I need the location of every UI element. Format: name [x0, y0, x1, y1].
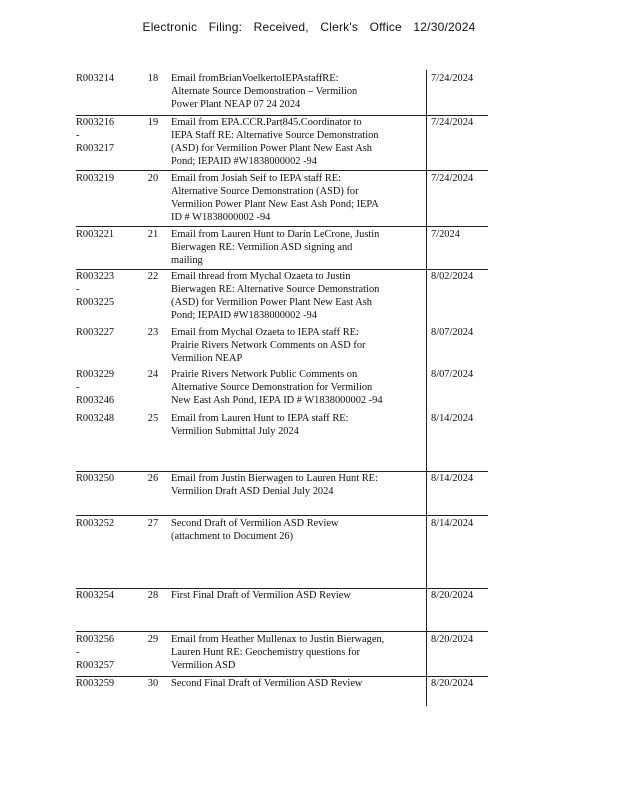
bates-range	[76, 472, 138, 485]
bates-number: R003257	[76, 660, 115, 671]
description-line: IEPA Staff RE: Alternative Source Demonstration	[171, 130, 379, 141]
description-line: Bierwagen RE: Alternative Source Demonstration	[171, 284, 380, 295]
document-description	[171, 172, 407, 224]
document-date: 8/20/2024	[431, 590, 474, 601]
document-date: 7/24/2024	[431, 117, 474, 128]
description-line: Pond; IEPAID #W1838000002 -94	[171, 310, 317, 321]
document-date: 7/24/2024	[431, 173, 474, 184]
description-line: Email from Justin Bierwagen to Lauren Hunt RE:	[171, 473, 378, 484]
description-line: Email from Josiah Seif to IEPA staff RE:	[171, 173, 341, 184]
bates-number: R003217	[76, 143, 115, 154]
description-line: Second Draft of Vermilion ASD Review	[171, 518, 339, 529]
document-number: 21	[147, 229, 159, 240]
document-date: 8/14/2024	[431, 518, 474, 529]
document-date: 8/20/2024	[431, 634, 474, 645]
bates-range	[76, 326, 138, 339]
document-number: 25	[147, 413, 159, 424]
document-date: 7/24/2024	[431, 73, 474, 84]
bates-range	[76, 116, 138, 155]
document-description	[171, 326, 407, 365]
bates-number: R003254	[76, 590, 115, 601]
description-line: Bierwagen RE: Vermilion ASD signing and	[171, 242, 353, 253]
bates-number: R003252	[76, 518, 115, 529]
description-line: Email fromBrianVoelkertoIEPAstaffRE:	[171, 73, 339, 84]
bates-number: R003250	[76, 473, 115, 484]
document-number: 28	[147, 590, 159, 601]
bates-number: R003214	[76, 73, 115, 84]
bates-number: -	[76, 284, 80, 295]
description-line: Email from Heather Mullenax to Justin Bierwagen,	[171, 634, 385, 645]
description-line: Pond; IEPAID #W1838000002 -94	[171, 156, 317, 167]
description-line: Email from EPA.CCR.Part845.Coordinator to	[171, 117, 362, 128]
bates-number: R003223	[76, 271, 115, 282]
description-line: (ASD) for Vermilion Power Plant New East Ash	[171, 143, 372, 154]
document-number: 30	[147, 678, 159, 689]
bates-range	[76, 72, 138, 85]
document-date: 7/2024	[431, 229, 460, 240]
document-number: 29	[147, 634, 159, 645]
document-date: 8/02/2024	[431, 271, 474, 282]
document-description	[171, 270, 407, 322]
description-line: (ASD) for Vermilion Power Plant New East Ash	[171, 297, 372, 308]
description-line: New East Ash Pond, IEPA ID # W1838000002 -94	[171, 395, 383, 406]
bates-range	[76, 633, 138, 672]
document-description	[171, 228, 407, 267]
bates-range	[76, 172, 138, 185]
document-description	[171, 589, 407, 602]
bates-range	[76, 677, 138, 690]
bates-range	[76, 368, 138, 407]
bates-range	[76, 270, 138, 309]
description-line: Vermilion Submittal July 2024	[171, 426, 299, 437]
document-date: 8/14/2024	[431, 473, 474, 484]
bates-number: -	[76, 382, 80, 393]
bates-number: -	[76, 130, 80, 141]
document-number: 23	[147, 327, 159, 338]
description-line: Second Final Draft of Vermilion ASD Review	[171, 678, 363, 689]
description-line: Email from Lauren Hunt to IEPA staff RE:	[171, 413, 349, 424]
document-number: 26	[147, 473, 159, 484]
bates-range	[76, 228, 138, 241]
document-number: 22	[147, 271, 159, 282]
bates-number: R003229	[76, 369, 115, 380]
description-line: ID # W1838000002 -94	[171, 212, 271, 223]
document-number: 18	[147, 73, 159, 84]
document-number: 20	[147, 173, 159, 184]
description-line: (attachment to Document 26)	[171, 531, 294, 542]
document-date: 8/07/2024	[431, 327, 474, 338]
description-line: Alternative Source Demonstration (ASD) for	[171, 186, 359, 197]
description-line: Prairie Rivers Network Comments on ASD for	[171, 340, 366, 351]
bates-number: -	[76, 647, 80, 658]
bates-number: R003219	[76, 173, 115, 184]
description-line: Email thread from Mychal Ozaeta to Justin	[171, 271, 351, 282]
description-line: Vermilion Power Plant New East Ash Pond; IEPA	[171, 199, 379, 210]
description-line: Vermilion Draft ASD Denial July 2024	[171, 486, 334, 497]
document-number: 24	[147, 369, 159, 380]
bates-range	[76, 517, 138, 530]
document-description	[171, 472, 407, 498]
bates-number: R003221	[76, 229, 115, 240]
document-date: 8/07/2024	[431, 369, 474, 380]
document-description	[171, 368, 407, 407]
description-line: Vermilion ASD	[171, 660, 236, 671]
document-description	[171, 677, 407, 690]
filing-header: Electronic Filing: Received, Clerk's Office 12/30/2024	[142, 20, 476, 34]
description-line: mailing	[171, 255, 203, 266]
bates-number: R003216	[76, 117, 115, 128]
description-line: Power Plant NEAP 07 24 2024	[171, 99, 301, 110]
description-line: Email from Mychal Ozaeta to IEPA staff RE:	[171, 327, 359, 338]
description-line: Lauren Hunt RE: Geochemistry questions for	[171, 647, 361, 658]
document-description	[171, 412, 407, 438]
description-line: Alternate Source Demonstration – Vermilion	[171, 86, 358, 97]
document-number: 19	[147, 117, 159, 128]
document-description	[171, 116, 407, 168]
bates-number: R003259	[76, 678, 115, 689]
bates-number: R003246	[76, 395, 115, 406]
document-description	[171, 517, 407, 543]
bates-number: R003248	[76, 413, 115, 424]
description-line: Email from Lauren Hunt to Darin LeCrone, Justin	[171, 229, 380, 240]
date-column-divider	[426, 70, 427, 706]
bates-number: R003225	[76, 297, 115, 308]
document-description	[171, 72, 407, 111]
bates-number: R003256	[76, 634, 115, 645]
description-line: Vermilion NEAP	[171, 353, 243, 364]
description-line: Prairie Rivers Network Public Comments on	[171, 369, 358, 380]
bates-range	[76, 589, 138, 602]
bates-range	[76, 412, 138, 425]
bates-number: R003227	[76, 327, 115, 338]
document-description	[171, 633, 407, 672]
document-date: 8/20/2024	[431, 678, 474, 689]
document-number: 27	[147, 518, 159, 529]
description-line: First Final Draft of Vermilion ASD Review	[171, 590, 351, 601]
description-line: Alternative Source Demonstration for Vermilion	[171, 382, 373, 393]
document-date: 8/14/2024	[431, 413, 474, 424]
